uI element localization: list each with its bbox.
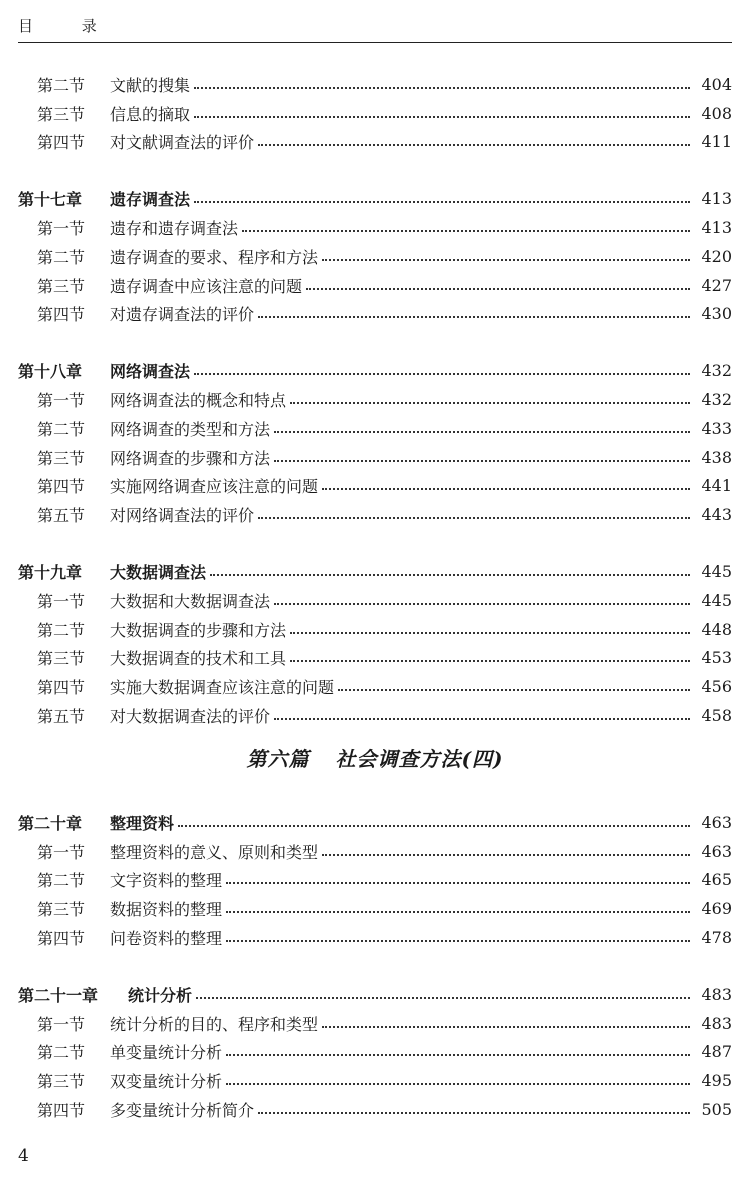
toc-section-entry[interactable] — [18, 500, 732, 529]
dot-leader — [194, 86, 690, 89]
running-header: 目 录 — [18, 10, 732, 43]
dot-leader — [226, 939, 690, 942]
page-number: 4 — [18, 1146, 29, 1166]
entry-number: 第二十章 — [18, 813, 83, 833]
entry-title: 对文献调查法的评价 — [110, 133, 255, 153]
entry-number: 第三节 — [37, 900, 86, 920]
entry-number: 第二节 — [37, 1043, 86, 1063]
dot-leader — [258, 1111, 690, 1114]
entry-number: 第一节 — [37, 842, 86, 862]
toc-chapter-entry[interactable] — [18, 808, 732, 837]
toc-section-entry[interactable] — [18, 443, 732, 472]
entry-number: 第三节 — [37, 276, 86, 296]
dot-leader — [338, 688, 690, 691]
dot-leader — [210, 573, 690, 576]
dot-leader — [258, 516, 690, 519]
toc-section-entry[interactable] — [18, 672, 732, 701]
entry-title: 大数据调查法 — [110, 563, 207, 583]
toc-group — [18, 1009, 732, 1124]
entry-number: 第五节 — [37, 506, 86, 526]
dot-leader — [178, 824, 690, 827]
entry-page-number: 432 — [701, 390, 732, 410]
entry-number: 第十七章 — [18, 190, 83, 210]
entry-title: 数据资料的整理 — [110, 900, 223, 920]
entry-number: 第二节 — [37, 75, 86, 95]
toc-group — [18, 808, 732, 837]
entry-page-number: 432 — [701, 361, 732, 381]
toc-section-entry[interactable] — [18, 385, 732, 414]
entry-page-number: 458 — [701, 706, 732, 726]
dot-leader — [194, 372, 690, 375]
entry-title: 整理资料 — [110, 813, 175, 833]
entry-page-number: 487 — [701, 1042, 732, 1062]
entry-number: 第二节 — [37, 620, 86, 640]
dot-leader — [290, 631, 690, 634]
dot-leader — [258, 143, 690, 146]
entry-number: 第三节 — [37, 448, 86, 468]
toc-section-entry[interactable] — [18, 615, 732, 644]
toc-section-entry[interactable] — [18, 1066, 732, 1095]
entry-title: 遗存调查中应该注意的问题 — [110, 276, 303, 296]
entry-title: 实施网络调查应该注意的问题 — [110, 477, 319, 497]
entry-page-number: 438 — [701, 447, 732, 467]
toc-group — [18, 213, 732, 328]
entry-page-number: 443 — [701, 505, 732, 525]
toc-section-entry[interactable] — [18, 644, 732, 673]
entry-number: 第三节 — [37, 104, 86, 124]
entry-page-number: 445 — [701, 590, 732, 610]
entry-title: 网络调查法 — [110, 362, 191, 382]
entry-number: 第二节 — [37, 419, 86, 439]
toc-section-entry[interactable] — [18, 213, 732, 242]
dot-leader — [274, 717, 690, 720]
entry-title: 对遗存调查法的评价 — [110, 305, 255, 325]
entry-number: 第四节 — [37, 929, 86, 949]
entry-title: 网络调查的步骤和方法 — [110, 448, 271, 468]
toc-group — [18, 70, 732, 156]
entry-number: 第四节 — [37, 477, 86, 497]
toc-group — [18, 356, 732, 385]
entry-page-number: 453 — [701, 648, 732, 668]
entry-page-number: 427 — [701, 275, 732, 295]
entry-number: 第四节 — [37, 305, 86, 325]
entry-title: 问卷资料的整理 — [110, 929, 223, 949]
toc-section-entry[interactable] — [18, 866, 732, 895]
entry-title: 对网络调查法的评价 — [110, 506, 255, 526]
entry-page-number: 420 — [701, 246, 732, 266]
toc-section-entry[interactable] — [18, 701, 732, 730]
entry-number: 第一节 — [37, 591, 86, 611]
toc-section-entry[interactable] — [18, 271, 732, 300]
toc-section-entry[interactable] — [18, 128, 732, 157]
entry-page-number: 448 — [701, 619, 732, 639]
toc-section-entry[interactable] — [18, 923, 732, 952]
toc-group — [18, 385, 732, 529]
entry-page-number: 404 — [701, 74, 732, 94]
entry-title: 文字资料的整理 — [110, 871, 223, 891]
entry-title: 统计分析 — [128, 985, 193, 1005]
part-heading — [18, 730, 732, 786]
entry-page-number: 483 — [701, 984, 732, 1004]
toc-chapter-entry[interactable] — [18, 980, 732, 1009]
dot-leader — [290, 401, 690, 404]
entry-page-number: 408 — [701, 103, 732, 123]
entry-page-number: 478 — [701, 928, 732, 948]
entry-number: 第四节 — [37, 133, 86, 153]
entry-title: 统计分析的目的、程序和类型 — [110, 1014, 319, 1034]
entry-title: 信息的摘取 — [110, 104, 191, 124]
entry-page-number: 433 — [701, 418, 732, 438]
toc-group — [18, 837, 732, 952]
dot-leader — [322, 487, 690, 490]
toc-chapter-entry[interactable] — [18, 557, 732, 586]
toc-group — [18, 557, 732, 586]
toc-group — [18, 586, 732, 730]
toc-section-entry[interactable] — [18, 1095, 732, 1124]
dot-leader — [226, 910, 690, 913]
toc-section-entry[interactable] — [18, 894, 732, 923]
entry-page-number: 430 — [701, 304, 732, 324]
entry-number: 第十九章 — [18, 563, 83, 583]
dot-leader — [290, 659, 690, 662]
toc-section-entry[interactable] — [18, 837, 732, 866]
entry-number: 第四节 — [37, 1101, 86, 1120]
dot-leader — [322, 853, 690, 856]
entry-title: 文献的搜集 — [110, 75, 191, 95]
entry-number: 第二节 — [37, 247, 86, 267]
entry-number: 第四节 — [37, 678, 86, 698]
entry-title: 整理资料的意义、原则和类型 — [110, 842, 319, 862]
dot-leader — [322, 1025, 690, 1028]
part-title: 社会调查方法(四) — [335, 747, 504, 772]
dot-leader — [274, 459, 690, 462]
entry-page-number: 465 — [701, 870, 732, 890]
toc-section-entry[interactable] — [18, 1038, 732, 1067]
dot-leader — [274, 430, 690, 433]
dot-leader — [322, 258, 690, 261]
toc-chapter-entry[interactable] — [18, 356, 732, 385]
entry-number: 第三节 — [37, 1072, 86, 1092]
entry-title: 单变量统计分析 — [110, 1043, 223, 1063]
entry-title: 遗存调查法 — [110, 190, 191, 210]
dot-leader — [226, 1082, 690, 1085]
entry-title: 大数据调查的步骤和方法 — [110, 620, 287, 640]
entry-title: 网络调查的类型和方法 — [110, 419, 271, 439]
table-of-contents — [18, 70, 732, 1124]
entry-title: 大数据和大数据调查法 — [110, 591, 271, 611]
entry-title: 遗存调查的要求、程序和方法 — [110, 247, 319, 267]
entry-page-number: 411 — [701, 132, 732, 152]
entry-number: 第一节 — [37, 219, 86, 239]
entry-number: 第二节 — [37, 871, 86, 891]
dot-leader — [258, 315, 690, 318]
entry-page-number: 469 — [701, 899, 732, 919]
entry-page-number: 413 — [701, 189, 732, 209]
toc-section-entry[interactable] — [18, 70, 732, 99]
dot-leader — [194, 200, 690, 203]
entry-page-number: 413 — [701, 218, 732, 238]
entry-title: 对大数据调查法的评价 — [110, 707, 271, 727]
toc-group — [18, 980, 732, 1009]
entry-title: 大数据调查的技术和工具 — [110, 649, 287, 669]
toc-section-entry[interactable] — [18, 414, 732, 443]
toc-section-entry[interactable] — [18, 586, 732, 615]
dot-leader — [196, 996, 690, 999]
dot-leader — [226, 1053, 690, 1056]
toc-group — [18, 184, 732, 213]
entry-page-number: 441 — [701, 476, 732, 496]
entry-page-number: 505 — [701, 1100, 732, 1119]
entry-number: 第一节 — [37, 1014, 86, 1034]
toc-section-entry[interactable] — [18, 99, 732, 128]
entry-title: 实施大数据调查应该注意的问题 — [110, 678, 335, 698]
dot-leader — [306, 287, 690, 290]
dot-leader — [226, 881, 690, 884]
entry-page-number: 463 — [701, 812, 732, 832]
dot-leader — [274, 602, 690, 605]
entry-number: 第五节 — [37, 707, 86, 727]
toc-section-entry[interactable] — [18, 300, 732, 329]
entry-page-number: 483 — [701, 1013, 732, 1033]
entry-number: 第二十一章 — [18, 985, 99, 1005]
part-number: 第六篇 — [246, 747, 310, 772]
entry-title: 双变量统计分析 — [110, 1072, 223, 1092]
entry-number: 第十八章 — [18, 362, 83, 382]
entry-page-number: 445 — [701, 562, 732, 582]
entry-page-number: 463 — [701, 841, 732, 861]
entry-title: 遗存和遗存调查法 — [110, 219, 239, 239]
toc-section-entry[interactable] — [18, 1009, 732, 1038]
entry-page-number: 456 — [701, 677, 732, 697]
entry-title: 网络调查法的概念和特点 — [110, 391, 287, 411]
dot-leader — [194, 115, 690, 118]
toc-chapter-entry[interactable] — [18, 184, 732, 213]
entry-number: 第一节 — [37, 391, 86, 411]
dot-leader — [242, 229, 690, 232]
entry-number: 第三节 — [37, 649, 86, 669]
toc-section-entry[interactable] — [18, 242, 732, 271]
entry-title: 多变量统计分析简介 — [110, 1101, 255, 1120]
entry-page-number: 495 — [701, 1071, 732, 1091]
toc-section-entry[interactable] — [18, 472, 732, 501]
